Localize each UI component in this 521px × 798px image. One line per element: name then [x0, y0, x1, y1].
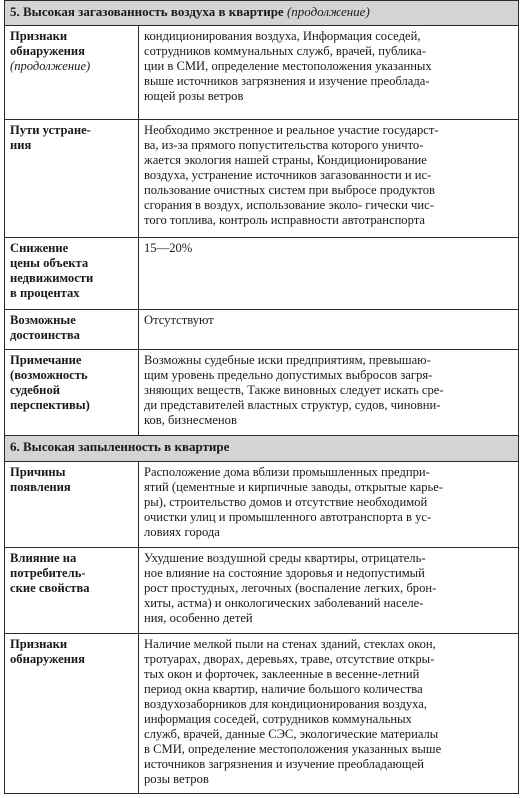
row-label-remedies: [5, 120, 139, 238]
text-line: зняющих веществ, Также виновных следует искать сре-: [144, 383, 444, 397]
text-line: щим уровень предельно допустимых выбросов загря-: [144, 368, 433, 382]
row-label-advantages: [5, 310, 139, 350]
label-line: Пути устране-: [10, 123, 91, 137]
section-5-title-text: 5. Высокая загазованность воздуха в квартире: [10, 4, 284, 19]
label-line: судебной: [10, 383, 60, 397]
text-line: ловиях города: [144, 525, 220, 539]
text-line: ва, из-за прямого попустительства которого уничто-: [144, 138, 424, 152]
row-value-remedies: [139, 120, 519, 238]
row-value-detection: [139, 634, 519, 794]
table-row: [5, 310, 519, 350]
table-row: [5, 120, 519, 238]
table-row: [5, 548, 519, 634]
text-line: ди представителей властных структур, судов, чиновни-: [144, 398, 441, 412]
label-line: цены объекта: [10, 256, 89, 270]
row-value-advantages: [139, 310, 519, 350]
text-line: ции в СМИ, определение местоположения указанных: [144, 59, 432, 73]
text-line: Наличие мелкой пыли на стенах зданий, стеклах окон,: [144, 637, 436, 651]
row-label-price-reduction: [5, 238, 139, 310]
row-value-note: [139, 350, 519, 436]
text-line: очистки улиц и промышленного автотранспорта в ус-: [144, 510, 432, 524]
section-6-header-row: [5, 436, 519, 462]
label-line: перспективы): [10, 398, 90, 412]
label-line: Снижение: [10, 241, 69, 255]
row-label-detection: [5, 634, 139, 794]
row-value-price-reduction: [139, 238, 519, 310]
label-line: Примечание: [10, 353, 82, 367]
text-line: служб, врачей, данные СЭС, экологические материалы: [144, 727, 439, 741]
label-line: потребитель-: [10, 566, 86, 580]
text-line: кондиционирования воздуха, Информация соседей,: [144, 29, 421, 43]
text-line: ков, бизнесменов: [144, 413, 237, 427]
text-line: тротуарах, дворах, деревьях, траве, отсутствие откры-: [144, 652, 435, 666]
text-line: воздухозаборников для кондиционирования воздуха,: [144, 697, 428, 711]
text-line: ющей розы ветров: [144, 89, 244, 103]
text-line: Расположение дома вблизи промышленных предпри-: [144, 465, 430, 479]
label-line: обнаружения: [10, 44, 85, 58]
pollution-table: [4, 0, 519, 794]
text-line: источников загрязнения и изучение преобладающей: [144, 757, 424, 771]
text-line: Возможны судебные иски предприятиям, превышаю-: [144, 353, 431, 367]
text-line: сгорания в воздух, использование эколо- гически чис-: [144, 198, 434, 212]
label-line: появления: [10, 480, 71, 494]
row-value-detection-cont: [139, 26, 519, 120]
table-row: [5, 634, 519, 794]
text-line: воздуха, устранение источников загазованности и ис-: [144, 168, 432, 182]
text-line: ятий (цементные и кирпичные заводы, открытые карье-: [144, 480, 444, 494]
label-line: обнаружения: [10, 652, 85, 666]
row-value-influence: [139, 548, 519, 634]
text-line: жается экология нашей страны, Кондиционирование: [144, 153, 427, 167]
label-line: ские свойства: [10, 581, 90, 595]
text-line: Отсутствуют: [144, 313, 214, 327]
row-label-detection-cont: [5, 26, 139, 120]
table-row: [5, 26, 519, 120]
text-line: розы ветров: [144, 772, 209, 786]
text-line: ное влияние на состояние здоровья и недопустимый: [144, 566, 425, 580]
section-5-header-row: [5, 1, 519, 26]
text-line: выше источников загрязнения и изучение преоблада-: [144, 74, 430, 88]
row-label-note: [5, 350, 139, 436]
section-5-title: [5, 1, 519, 26]
label-line: Признаки: [10, 637, 68, 651]
text-line: ния, особенно детей: [144, 611, 253, 625]
label-line: Причины: [10, 465, 66, 479]
text-line: период окна квартир, наличие большого количества: [144, 682, 423, 696]
label-line: Признаки: [10, 29, 68, 43]
section-5-title-note: (продолжение): [286, 4, 370, 19]
label-note: (продолжение): [10, 59, 91, 73]
text-line: хиты, астма) и онкологических заболеваний населе-: [144, 596, 424, 610]
text-line: в СМИ, определение местоположения указанных выше: [144, 742, 442, 756]
text-line: информация соседей, сотрудников коммунальных: [144, 712, 412, 726]
text-line: сотрудников коммунальных служб, врачей, публика-: [144, 44, 426, 58]
text-line: того топлива, контроль исправности автотранспорта: [144, 213, 425, 227]
text-line: рост простудных, легочных (воспаление легких, брон-: [144, 581, 437, 595]
table-row: [5, 238, 519, 310]
text-line: Ухудшение воздушной среды квартиры, отрицатель-: [144, 551, 426, 565]
table-row: [5, 350, 519, 436]
text-line: Необходимо экстренное и реальное участие государст-: [144, 123, 439, 137]
table-row: [5, 462, 519, 548]
text-line: пользование очистных систем при выбросе продуктов: [144, 183, 435, 197]
label-line: недвижимости: [10, 271, 94, 285]
text-line: 15—20%: [144, 241, 193, 255]
label-line: Возможные: [10, 313, 76, 327]
row-value-causes: [139, 462, 519, 548]
section-6-title-text: 6. Высокая запыленность в квартире: [10, 439, 230, 454]
row-label-influence: [5, 548, 139, 634]
text-line: тых окон и форточек, заклеенные в весенне-летний: [144, 667, 420, 681]
row-label-causes: [5, 462, 139, 548]
label-line: в процентах: [10, 286, 80, 300]
text-line: ры), строительство домов и отсутствие необходимой: [144, 495, 428, 509]
label-line: ния: [10, 138, 32, 152]
section-6-title: [5, 436, 519, 462]
label-line: достоинства: [10, 328, 80, 342]
label-line: Влияние на: [10, 551, 77, 565]
label-line: (возможность: [10, 368, 88, 382]
